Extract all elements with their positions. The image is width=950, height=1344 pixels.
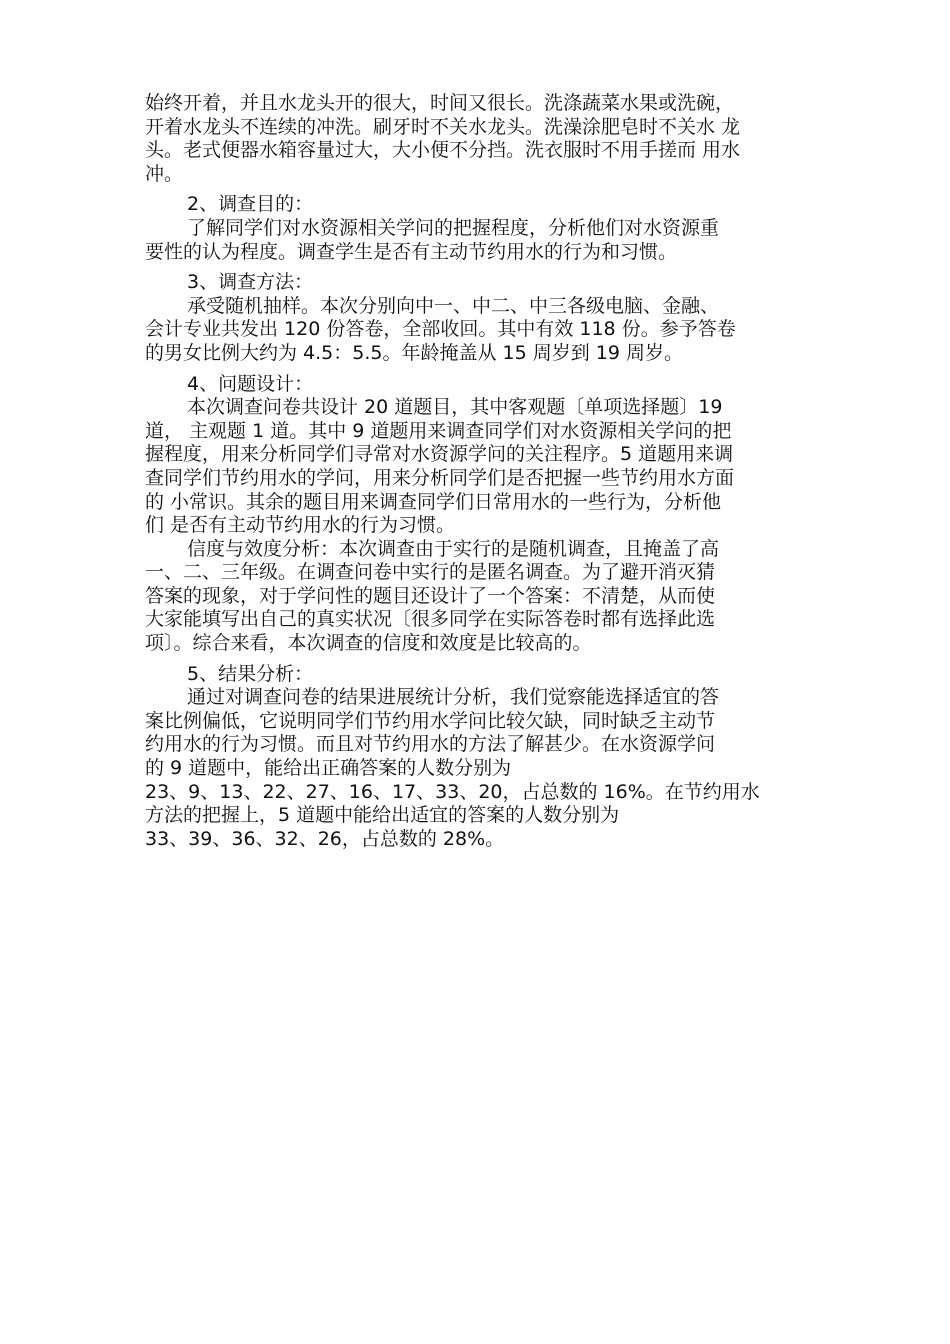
text-line: 了解同学们对水资源相关学问的把握程度，分析他们对水资源重 [187, 216, 720, 239]
text-line: 们 是否有主动节约用水的行为习惯。 [145, 514, 456, 537]
text-line: 查同学们节约用水的学问，用来分析同学们是否把握一些节约用水方面 [145, 466, 735, 489]
document-body [145, 92, 825, 851]
text-line: 开着水龙头不连续的冲洗。刷牙时不关水龙头。洗澡涂肥皂时不关水 龙 [145, 115, 741, 138]
section-heading: 4、问题设计： [187, 372, 314, 395]
text-line: 的 9 道题中，能给出正确答案的人数分别为 [145, 757, 512, 780]
text-line: 一、二、三年级。在调查问卷中实行的是匿名调查。为了避开消灭猜 [145, 561, 716, 584]
section-question-design [145, 373, 825, 656]
text-line: 通过对调查问卷的结果进展统计分析，我们觉察能选择适宜的答 [187, 686, 720, 709]
text-line: 握程度，用来分析同学们寻常对水资源学问的关注程序。5 道题用来调 [145, 443, 734, 466]
text-line: 23、9、13、22、27、16、17、33、20，占总数的 16%。在节约用水 [145, 780, 760, 803]
section-result-analysis [145, 663, 825, 852]
text-line: 道， 主观题 1 道。其中 9 道题用来调查同学们对水资源相关学问的把 [145, 419, 732, 442]
text-line: 冲。 [145, 162, 184, 185]
text-line: 本次调查问卷共设计 20 道题目，其中客观题〔单项选择题〕19 [187, 396, 723, 419]
intro-paragraph [145, 92, 825, 186]
text-line: 约用水的行为习惯。而且对节约用水的方法了解甚少。在水资源学问 [145, 733, 716, 756]
text-line: 案比例偏低，它说明同学们节约用水学问比较欠缺，同时缺乏主动节 [145, 709, 716, 732]
section-heading: 3、调查方法： [187, 271, 314, 294]
text-line: 的 小常识。其余的题目用来调查同学们日常用水的一些行为，分析他 [145, 490, 722, 513]
section-survey-method [145, 271, 825, 365]
section-survey-purpose [145, 193, 825, 264]
text-line: 会计专业共发出 120 份答卷，全部收回。其中有效 118 份。参予答卷 [145, 318, 736, 341]
text-line: 33、39、36、32、26，占总数的 28%。 [145, 827, 505, 850]
text-line: 答案的现象，对于学问性的题目还设计了一个答案：不清楚，从而使 [145, 584, 716, 607]
text-line: 方法的把握上，5 道题中能给出适宜的答案的人数分别为 [145, 804, 620, 827]
text-line: 的男女比例大约为 4.5：5.5。年龄掩盖从 15 周岁到 19 周岁。 [145, 341, 683, 364]
text-line: 项〕。综合来看，本次调查的信度和效度是比较高的。 [145, 632, 592, 655]
text-line: 始终开着，并且水龙头开的很大，时间又很长。洗涤蔬菜水果或洗碗， [145, 92, 735, 114]
text-line: 要性的认为程度。调查学生是否有主动节约用水的行为和习惯。 [145, 240, 678, 263]
text-line: 头。老式便器水箱容量过大，大小便不分挡。洗衣服时不用手搓而 用水 [145, 139, 741, 162]
section-heading: 2、调查目的： [187, 193, 314, 216]
text-line: 信度与效度分析：本次调查由于实行的是随机调查，且掩盖了高 [187, 537, 720, 560]
text-line: 大家能填写出自己的真实状况〔很多同学在实际答卷时都有选择此选 [145, 608, 716, 631]
text-line: 承受随机抽样。本次分别向中一、中二、中三各级电脑、金融、 [187, 294, 720, 317]
section-heading: 5、结果分析： [187, 662, 314, 685]
